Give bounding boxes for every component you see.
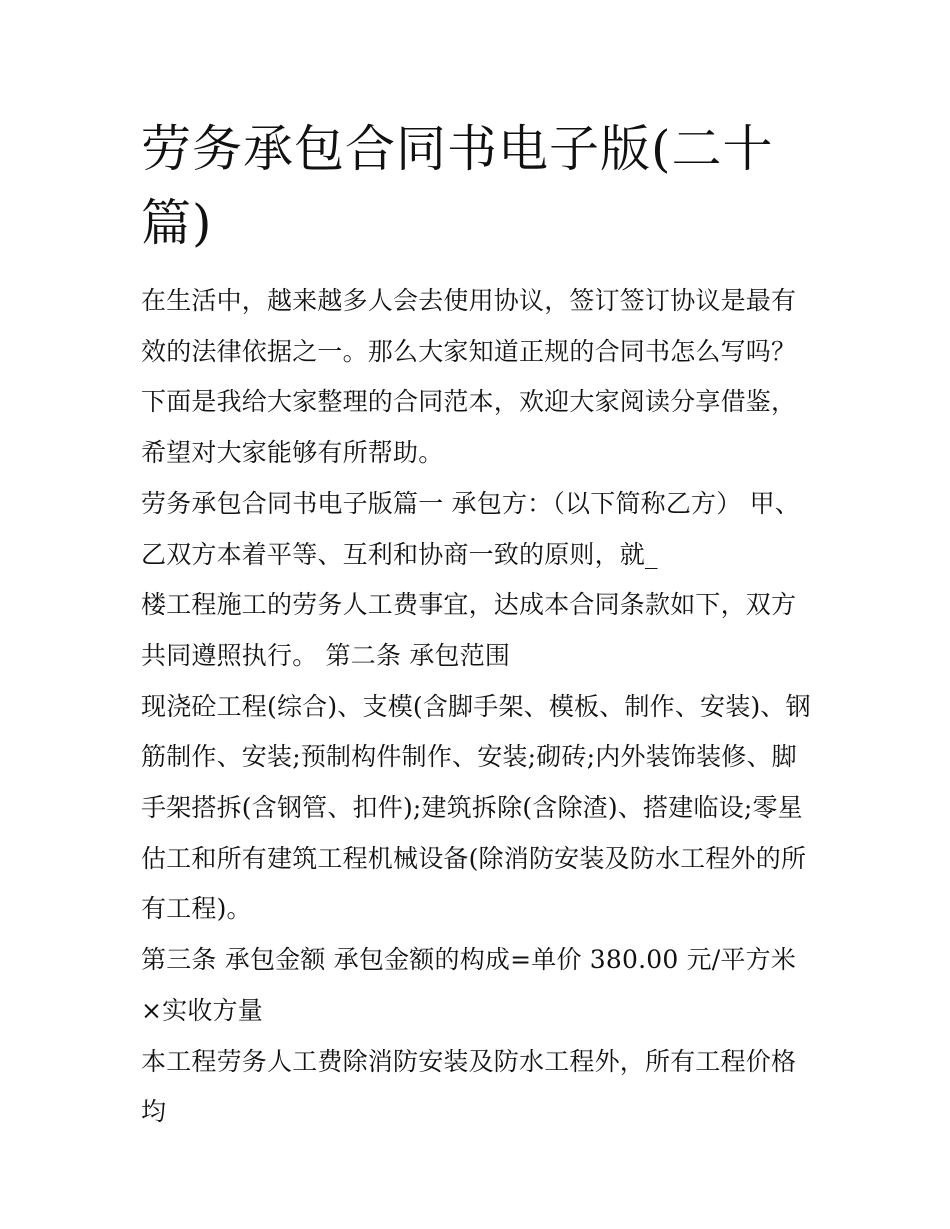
pricing-paragraph: 本工程劳务人工费除消防安装及防水工程外，所有工程价格均 [141,1046,797,1127]
document-title: 劳务承包合同书电子版(二十篇) [141,120,774,252]
contract-opening-paragraph: 劳务承包合同书电子版篇一 承包方：（以下简称乙方） 甲、乙双方本着平等、互利和协商一致的原则，就_ [141,488,800,569]
intro-paragraph: 在生活中，越来越多人会去使用协议，签订签订协议是最有效的法律依据之一。那么大家知道正规的合同书怎么写吗？下面是我给大家整理的合同范本，欢迎大家阅读分享借鉴，希望对大家能够有所帮助。 [141,286,797,468]
scope-paragraph: 现浇砼工程(综合)、支模(含脚手架、模板、制作、安装)、钢筋制作、安装;预制构件制作、安装;砌砖;内外装饰装修、脚手架搭拆(含钢管、扣件);建筑拆除(含除渣)、搭建临设;零星估工和所有建筑工程机械设备(除消防安装及防水工程外的所有工程)。 [141,691,811,924]
amount-paragraph: 第三条 承包金额 承包金额的构成=单价 380.00 元/平方米×实收方量 [141,945,797,1025]
document-body [141,276,813,1138]
contract-purpose-paragraph: 楼工程施工的劳务人工费事宜，达成本合同条款如下，双方共同遵照执行。 第二条 承包范围 [141,590,797,670]
